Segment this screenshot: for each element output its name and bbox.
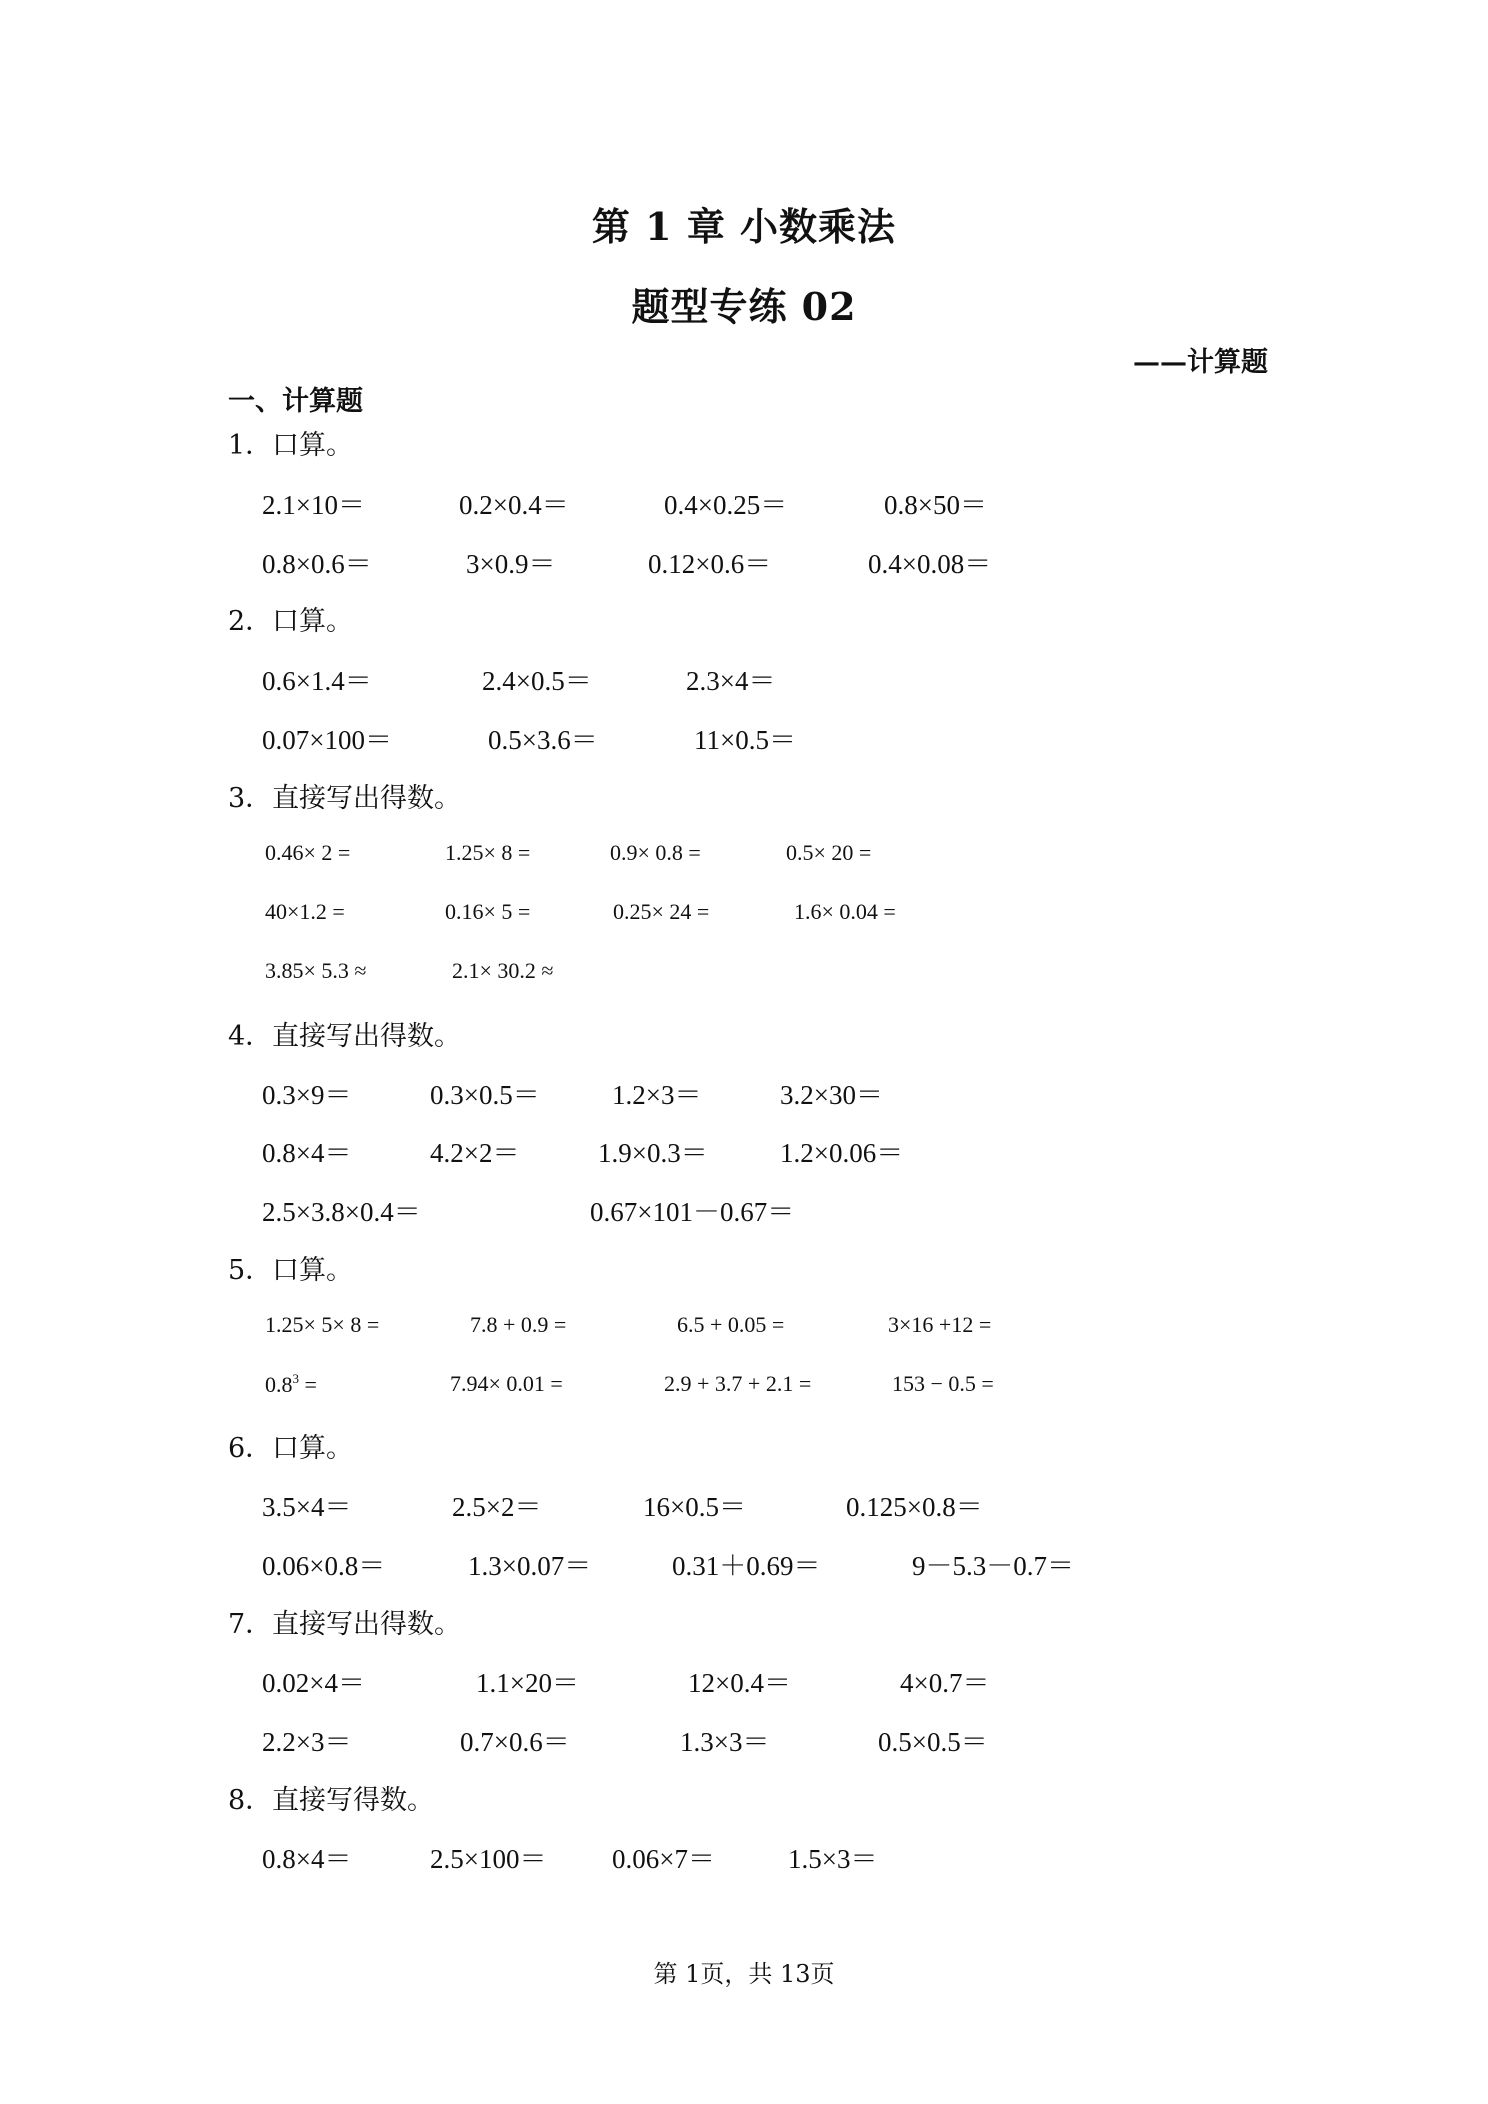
problem: 1.3×3＝ xyxy=(680,1727,770,1757)
power-exponent: 3 xyxy=(292,1371,299,1386)
question-4-row-3 xyxy=(0,1190,1488,1230)
problem: 2.4×0.5＝ xyxy=(482,666,592,696)
problem: 0.07×100＝ xyxy=(262,725,392,755)
problem: 0.6×1.4＝ xyxy=(262,666,372,696)
problem: 16×0.5＝ xyxy=(643,1492,746,1522)
problem: 1.25× 8 = xyxy=(445,840,531,865)
question-8-row-1 xyxy=(0,1837,1488,1877)
question-text: 口算。 xyxy=(272,606,353,637)
problem: 6.5 + 0.05 = xyxy=(677,1312,785,1337)
problem: 3.85× 5.3 ≈ xyxy=(265,958,367,983)
problem: 1.5×3＝ xyxy=(788,1844,878,1874)
problem: 2.9 + 3.7 + 2.1 = xyxy=(664,1371,812,1396)
problem: 0.2×0.4＝ xyxy=(459,490,569,520)
question-3-row-1 xyxy=(0,840,1488,880)
question-number: 6． xyxy=(228,1433,273,1464)
problem: 3.5×4＝ xyxy=(262,1492,352,1522)
question-2-row-2 xyxy=(0,718,1488,758)
problem: 0.25× 24 = xyxy=(613,899,710,924)
question-1-row-1 xyxy=(0,483,1488,523)
problem: 40×1.2 = xyxy=(265,899,345,924)
problem: 0.8×4＝ xyxy=(262,1844,352,1874)
problem: 0.5×0.5＝ xyxy=(878,1727,988,1757)
problem: 1.1×20＝ xyxy=(476,1668,579,1698)
problem: 2.2×3＝ xyxy=(262,1727,352,1757)
question-text: 直接写出得数。 xyxy=(272,1021,461,1052)
problem: 0.16× 5 = xyxy=(445,899,531,924)
question-text: 直接写出得数。 xyxy=(272,1609,461,1640)
chapter-title: 第 1 章 小数乘法 xyxy=(591,204,897,249)
problem: 1.3×0.07＝ xyxy=(468,1551,592,1581)
question-8-prompt xyxy=(228,1778,434,1817)
question-5-row-1 xyxy=(0,1312,1488,1352)
question-6-prompt xyxy=(228,1426,353,1465)
problem: 2.3×4＝ xyxy=(686,666,776,696)
problem: 0.8×50＝ xyxy=(884,490,987,520)
problem: 3.2×30＝ xyxy=(780,1080,883,1110)
problem: 0.46× 2 = xyxy=(265,840,351,865)
question-number: 4． xyxy=(228,1021,273,1052)
question-2-prompt xyxy=(228,599,353,638)
problem: 2.1×10＝ xyxy=(262,490,365,520)
equals-sign: = xyxy=(299,1372,317,1397)
problem: 153 − 0.5 = xyxy=(892,1371,994,1396)
problem: 0.125×0.8＝ xyxy=(846,1492,983,1522)
question-6-row-2 xyxy=(0,1544,1488,1584)
problem: 0.4×0.08＝ xyxy=(868,549,992,579)
problem: 3×0.9＝ xyxy=(466,549,556,579)
problem: 3×16 +12 = xyxy=(888,1312,992,1337)
question-number: 8． xyxy=(228,1785,273,1816)
problem xyxy=(265,1371,317,1398)
question-7-row-1 xyxy=(0,1661,1488,1701)
question-text: 直接写出得数。 xyxy=(272,783,461,814)
question-3-row-2 xyxy=(0,899,1488,939)
question-4-row-2 xyxy=(0,1131,1488,1171)
problem: 1.2×3＝ xyxy=(612,1080,702,1110)
section-heading: 一、计算题 xyxy=(228,386,363,417)
problem: 4×0.7＝ xyxy=(900,1668,990,1698)
problem: 7.94× 0.01 = xyxy=(450,1371,563,1396)
question-3-row-3 xyxy=(0,958,1488,998)
problem: 2.5×3.8×0.4＝ xyxy=(262,1197,421,1227)
question-text: 直接写得数。 xyxy=(272,1785,434,1816)
problem: 0.5× 20 = xyxy=(786,840,872,865)
problem: 0.3×9＝ xyxy=(262,1080,352,1110)
power-base: 0.8 xyxy=(265,1372,293,1397)
problem: 2.1× 30.2 ≈ xyxy=(452,958,554,983)
question-number: 7． xyxy=(228,1609,273,1640)
topic-label: ——计算题 xyxy=(1133,347,1268,378)
problem: 11×0.5＝ xyxy=(694,725,796,755)
question-number: 1． xyxy=(228,430,273,461)
problem: 1.6× 0.04 = xyxy=(794,899,896,924)
question-2-row-1 xyxy=(0,659,1488,699)
problem: 0.7×0.6＝ xyxy=(460,1727,570,1757)
problem: 0.8×4＝ xyxy=(262,1138,352,1168)
question-text: 口算。 xyxy=(272,1433,353,1464)
problem: 4.2×2＝ xyxy=(430,1138,520,1168)
problem: 0.3×0.5＝ xyxy=(430,1080,540,1110)
question-6-row-1 xyxy=(0,1485,1488,1525)
problem: 0.06×7＝ xyxy=(612,1844,715,1874)
problem: 0.06×0.8＝ xyxy=(262,1551,386,1581)
problem: 0.9× 0.8 = xyxy=(610,840,701,865)
question-7-prompt xyxy=(228,1602,461,1641)
problem: 2.5×2＝ xyxy=(452,1492,542,1522)
problem: 7.8 + 0.9 = xyxy=(470,1312,567,1337)
problem: 0.67×101－0.67＝ xyxy=(590,1197,795,1227)
question-text: 口算。 xyxy=(272,1255,353,1286)
question-1-row-2 xyxy=(0,542,1488,582)
question-5-row-2 xyxy=(0,1371,1488,1411)
problem: 9－5.3－0.7＝ xyxy=(912,1551,1074,1581)
problem: 1.9×0.3＝ xyxy=(598,1138,708,1168)
question-number: 5． xyxy=(228,1255,273,1286)
problem: 0.02×4＝ xyxy=(262,1668,365,1698)
worksheet-title: 题型专练 02 xyxy=(631,284,857,329)
question-number: 3． xyxy=(228,783,273,814)
problem: 0.4×0.25＝ xyxy=(664,490,788,520)
problem: 1.25× 5× 8 = xyxy=(265,1312,380,1337)
question-5-prompt xyxy=(228,1248,353,1287)
question-4-row-1 xyxy=(0,1073,1488,1113)
problem: 0.12×0.6＝ xyxy=(648,549,772,579)
problem: 12×0.4＝ xyxy=(688,1668,791,1698)
question-text: 口算。 xyxy=(272,430,353,461)
question-3-prompt xyxy=(228,776,461,815)
problem: 0.31＋0.69＝ xyxy=(672,1551,821,1581)
question-4-prompt xyxy=(228,1014,461,1053)
question-7-row-2 xyxy=(0,1720,1488,1760)
problem: 0.8×0.6＝ xyxy=(262,549,372,579)
problem: 2.5×100＝ xyxy=(430,1844,547,1874)
question-1-prompt xyxy=(228,423,353,462)
page-footer: 第 1页，共 13页 xyxy=(653,1960,835,1988)
question-number: 2． xyxy=(228,606,273,637)
problem: 0.5×3.6＝ xyxy=(488,725,598,755)
problem: 1.2×0.06＝ xyxy=(780,1138,904,1168)
